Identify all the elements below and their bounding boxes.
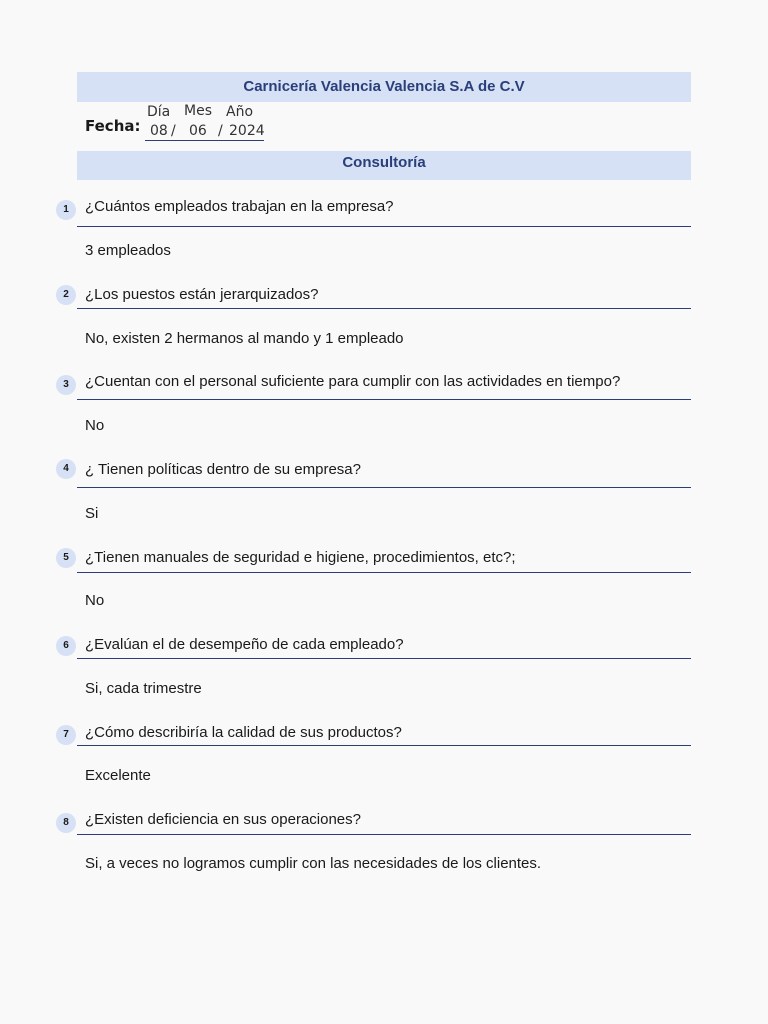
question-text: ¿ Tienen políticas dentro de su empresa? [85,461,361,478]
question-underline [77,226,691,227]
answer-text: 3 empleados [85,242,171,259]
answer-text: No [85,417,105,434]
section-title: Consultoría [77,151,691,180]
question-number-badge: 6 [56,636,76,656]
year-label: Año [226,104,254,120]
date-underline [145,140,264,141]
question-underline [77,308,691,309]
answer-text: No, existen 2 hermanos al mando y 1 empleado [85,330,404,347]
question-number-badge: 1 [56,200,76,220]
date-separator: / [218,123,223,139]
question-text: ¿Cómo describiría la calidad de sus productos? [85,724,402,741]
company-title: Carnicería Valencia Valencia S.A de C.V [77,72,691,102]
question-text: ¿Cuántos empleados trabajan en la empresa? [85,198,394,215]
question-text: ¿Los puestos están jerarquizados? [85,286,319,303]
question-underline [77,745,691,746]
day-label: Día [147,104,171,120]
question-underline [77,399,691,400]
month-label: Mes [184,103,212,119]
answer-text: Excelente [85,767,151,784]
month-value: 06 [189,123,207,139]
question-number-badge: 5 [56,548,76,568]
question-underline [77,834,691,835]
answer-text: Si, cada trimestre [85,680,202,697]
question-number-badge: 4 [56,459,76,479]
question-number-badge: 2 [56,285,76,305]
answer-text: Si, a veces no logramos cumplir con las necesidades de los clientes. [85,855,542,872]
question-number-badge: 8 [56,813,76,833]
day-value: 08 [150,123,168,139]
question-text: ¿Evalúan el de desempeño de cada empleado? [85,636,404,653]
question-underline [77,487,691,488]
question-number-badge: 7 [56,725,76,745]
answer-text: Si [85,505,99,522]
question-text: ¿Cuentan con el personal suficiente para cumplir con las actividades en tiempo? [85,373,621,390]
question-text: ¿Existen deficiencia en sus operaciones? [85,811,361,828]
date-separator: / [171,123,176,139]
question-underline [77,572,691,573]
date-label: Fecha: [85,117,141,135]
answer-text: No [85,592,105,609]
question-text: ¿Tienen manuales de seguridad e higiene, procedimientos, etc?; [85,549,516,566]
question-underline [77,658,691,659]
year-value: 2024 [229,123,265,139]
question-number-badge: 3 [56,375,76,395]
